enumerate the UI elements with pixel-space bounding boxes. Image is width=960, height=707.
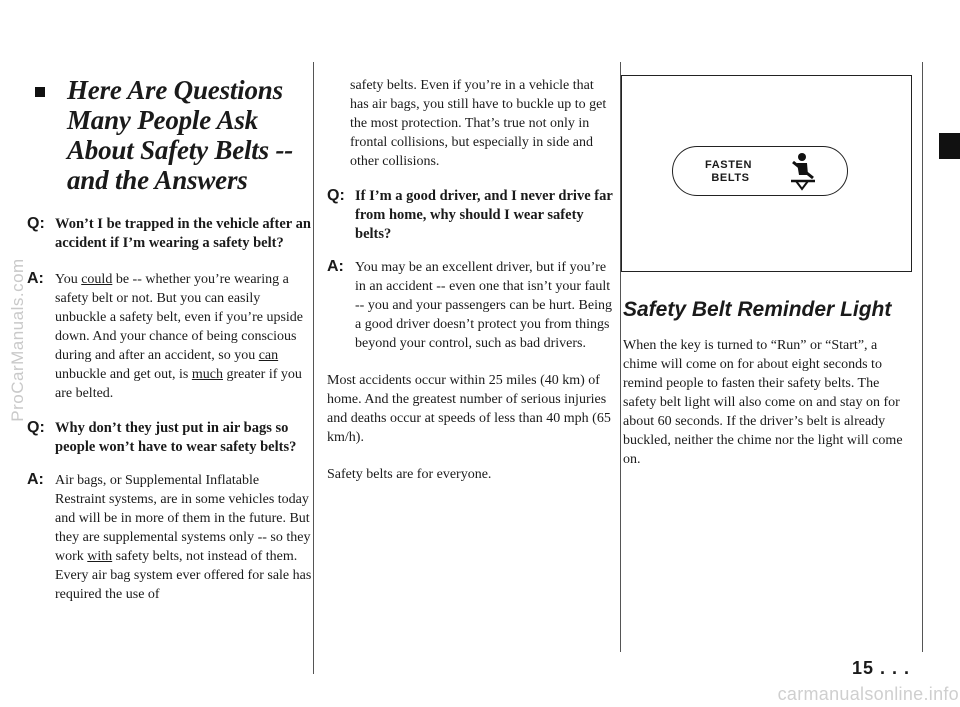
reminder-light-figure: [621, 75, 912, 272]
indicator-label: FASTEN BELTS: [705, 159, 752, 184]
main-heading: Here Are Questions Many People Ask About Safety Belts -- and the Answers: [67, 75, 294, 195]
a-mark: A:: [27, 270, 44, 287]
fasten-belts-indicator: [672, 146, 848, 196]
question-text: Won’t I be trapped in the vehicle after an accident if I’m wearing a safety belt?: [55, 216, 311, 251]
q-mark: Q:: [327, 187, 345, 204]
everyone-paragraph: Safety belts are for everyone.: [327, 467, 492, 482]
emphasis-could: could: [81, 272, 113, 287]
section-tab-marker: [939, 133, 960, 159]
reminder-light-paragraph: When the key is turned to “Run” or “Start”, a chime will come on for about eight seconds to remind people to fasten their safety belts. The safety belt light will also come on and stay on for about 60 seconds. If the driver’s belt is already buckled, neither the chime nor the light will come on.: [623, 338, 903, 467]
answer-text: You may be an excellent driver, but if you’re in an accident -- even one that isn’t your fault -- you and your passengers can be hurt. Being a good driver doesn’t protect you from things beyond your control, such as bad drivers.: [355, 260, 612, 351]
emphasis-with: with: [87, 549, 113, 564]
accidents-paragraph: Most accidents occur within 25 miles (40 km) of home. And the greatest number of serious injuries and deaths occur at speeds of less than 40 mph (65 km/h).: [327, 373, 611, 445]
answer-2: [27, 471, 312, 604]
question-text: If I’m a good driver, and I never drive far from home, why should I wear safety belts?: [355, 188, 613, 242]
heading-block: [27, 75, 312, 195]
emphasis-can: can: [258, 348, 279, 363]
seatbelt-icon: [787, 151, 821, 191]
a-mark: A:: [27, 471, 44, 488]
column-rule-left: [313, 62, 314, 674]
answer-1: [27, 270, 312, 403]
answer-3: [327, 258, 614, 353]
section-heading: Safety Belt Reminder Light: [623, 298, 892, 321]
question-3: [327, 187, 614, 244]
a-mark: A:: [327, 258, 344, 275]
column-2: [327, 76, 614, 484]
emphasis-much: much: [191, 367, 223, 382]
question-2: [27, 419, 312, 457]
q-mark: Q:: [27, 215, 45, 232]
page-number: 15 . . .: [852, 658, 911, 678]
question-text: Why don’t they just put in air bags so people won’t have to wear safety belts?: [55, 420, 297, 455]
continuation-paragraph: safety belts. Even if you’re in a vehicle that has air bags, you still have to buckle up to get the most protection. That’s true not only in frontal collisions, but especially in side and other collisions.: [350, 78, 607, 169]
side-watermark: ProCarManuals.com: [8, 258, 27, 422]
answer-text: Air bags, or Supplemental Inflatable Restraint systems, are in some vehicles today and will be in more of them in the future. But they are supplemental systems only -- so they work with safety belts, not instead of them. Every air bag system ever offered for sale has required the use of: [55, 473, 312, 602]
q-mark: Q:: [27, 419, 45, 436]
bullet-square-icon: [35, 87, 45, 97]
footer-watermark: carmanualsonline.info: [777, 684, 959, 704]
column-rule-outer: [922, 62, 923, 652]
question-1: [27, 215, 312, 253]
column-1: [27, 75, 312, 604]
answer-text: You could be -- whether you’re wearing a safety belt or not. But you can easily unbuckle a safety belt, even if you’re upside down. And your chance of being conscious during and after an accident, so you can unbuckle and get out, is much greater if you are belted.: [55, 272, 304, 401]
